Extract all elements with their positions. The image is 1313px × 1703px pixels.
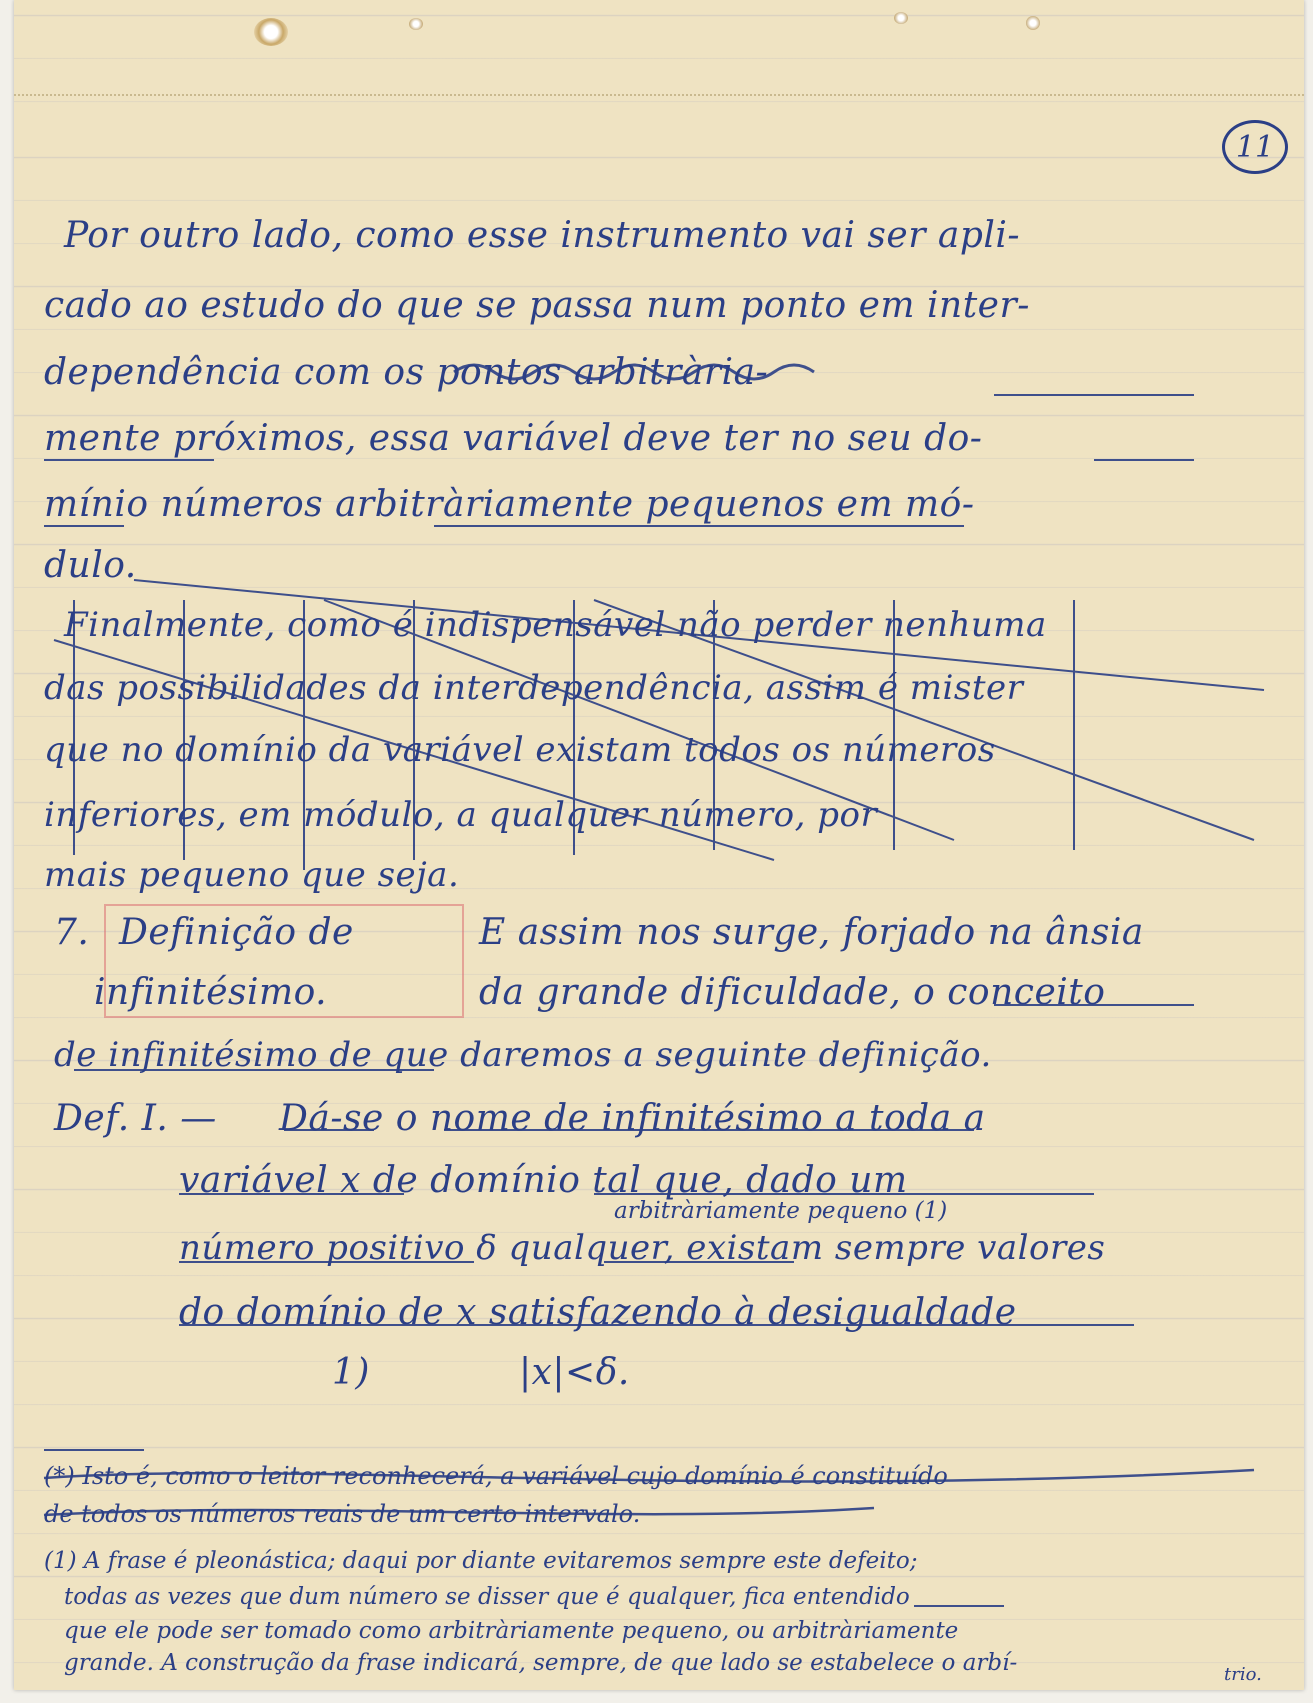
scribble bbox=[454, 365, 814, 379]
definition-line: Dá-se o nome de infinitésimo a toda a bbox=[279, 1098, 986, 1139]
footnote-line: (1) A frase é pleonástica; daqui por diante evitaremos sempre este defeito; bbox=[44, 1548, 918, 1574]
margin-heading: infinitésimo. bbox=[94, 972, 328, 1013]
paragraph-line: dependência com os pontos arbitrària- bbox=[44, 352, 769, 393]
crossed-line: das possibilidades da interdependência, assim é mister bbox=[44, 668, 1024, 708]
ink-marks-overlay bbox=[14, 0, 1304, 1690]
crossed-line: mais pequeno que seja. bbox=[44, 855, 460, 895]
definition-line: do domínio de x satisfazendo à desigualdade bbox=[179, 1292, 1017, 1333]
paragraph-line: dulo. bbox=[44, 545, 137, 586]
footnote-line: grande. A construção da frase indicará, sempre, de que lado se estabelece o arbí- bbox=[64, 1650, 1018, 1676]
strike-line bbox=[44, 1470, 1254, 1482]
crossed-footnote-line: de todos os números reais de um certo intervalo. bbox=[44, 1500, 641, 1528]
crossed-line: Finalmente, como é indispensável não perder nenhuma bbox=[64, 605, 1047, 645]
definition-label: Def. I. — bbox=[54, 1098, 217, 1139]
margin-heading: Definição de bbox=[119, 912, 354, 953]
paragraph-line: cado ao estudo do que se passa num ponto em inter- bbox=[44, 285, 1030, 326]
strike-line bbox=[594, 600, 1254, 840]
page-number: 11 bbox=[1222, 120, 1288, 174]
formula: |x|<δ. bbox=[519, 1352, 630, 1393]
section-line: E assim nos surge, forjado na ânsia bbox=[479, 912, 1144, 953]
strike-line bbox=[44, 1508, 874, 1515]
notebook-page bbox=[14, 0, 1304, 1690]
paragraph-line: mente próximos, essa variável deve ter no seu do- bbox=[44, 418, 983, 459]
section-line: de infinitésimo de que daremos a seguinte definição. bbox=[54, 1035, 992, 1075]
crossed-line: que no domínio da variável existam todos os números bbox=[44, 730, 996, 770]
strike-line bbox=[324, 600, 954, 840]
section-line: da grande dificuldade, o conceito bbox=[479, 972, 1106, 1013]
footnote-line: trio. bbox=[1224, 1664, 1262, 1685]
footnote-line: que ele pode ser tomado como arbitràriamente pequeno, ou arbitràriamente bbox=[64, 1618, 959, 1644]
footnote-line: todas as vezes que dum número se disser que é qualquer, fica entendido bbox=[64, 1584, 910, 1610]
formula-label: 1) bbox=[332, 1352, 370, 1393]
crossed-footnote-line: (*) Isto é, como o leitor reconhecerá, a variável cujo domínio é constituído bbox=[44, 1462, 948, 1490]
definition-insertion: arbitràriamente pequeno (1) bbox=[614, 1198, 948, 1224]
section-number: 7. bbox=[54, 912, 90, 953]
paragraph-line: Por outro lado, como esse instrumento vai ser apli- bbox=[64, 215, 1021, 256]
definition-line: número positivo δ qualquer, existam sempre valores bbox=[179, 1228, 1106, 1268]
crossed-line: inferiores, em módulo, a qualquer número, por bbox=[44, 795, 878, 835]
paragraph-line: mínio números arbitràriamente pequenos em mó- bbox=[44, 484, 975, 525]
definition-line: variável x de domínio tal que, dado um bbox=[179, 1160, 908, 1201]
